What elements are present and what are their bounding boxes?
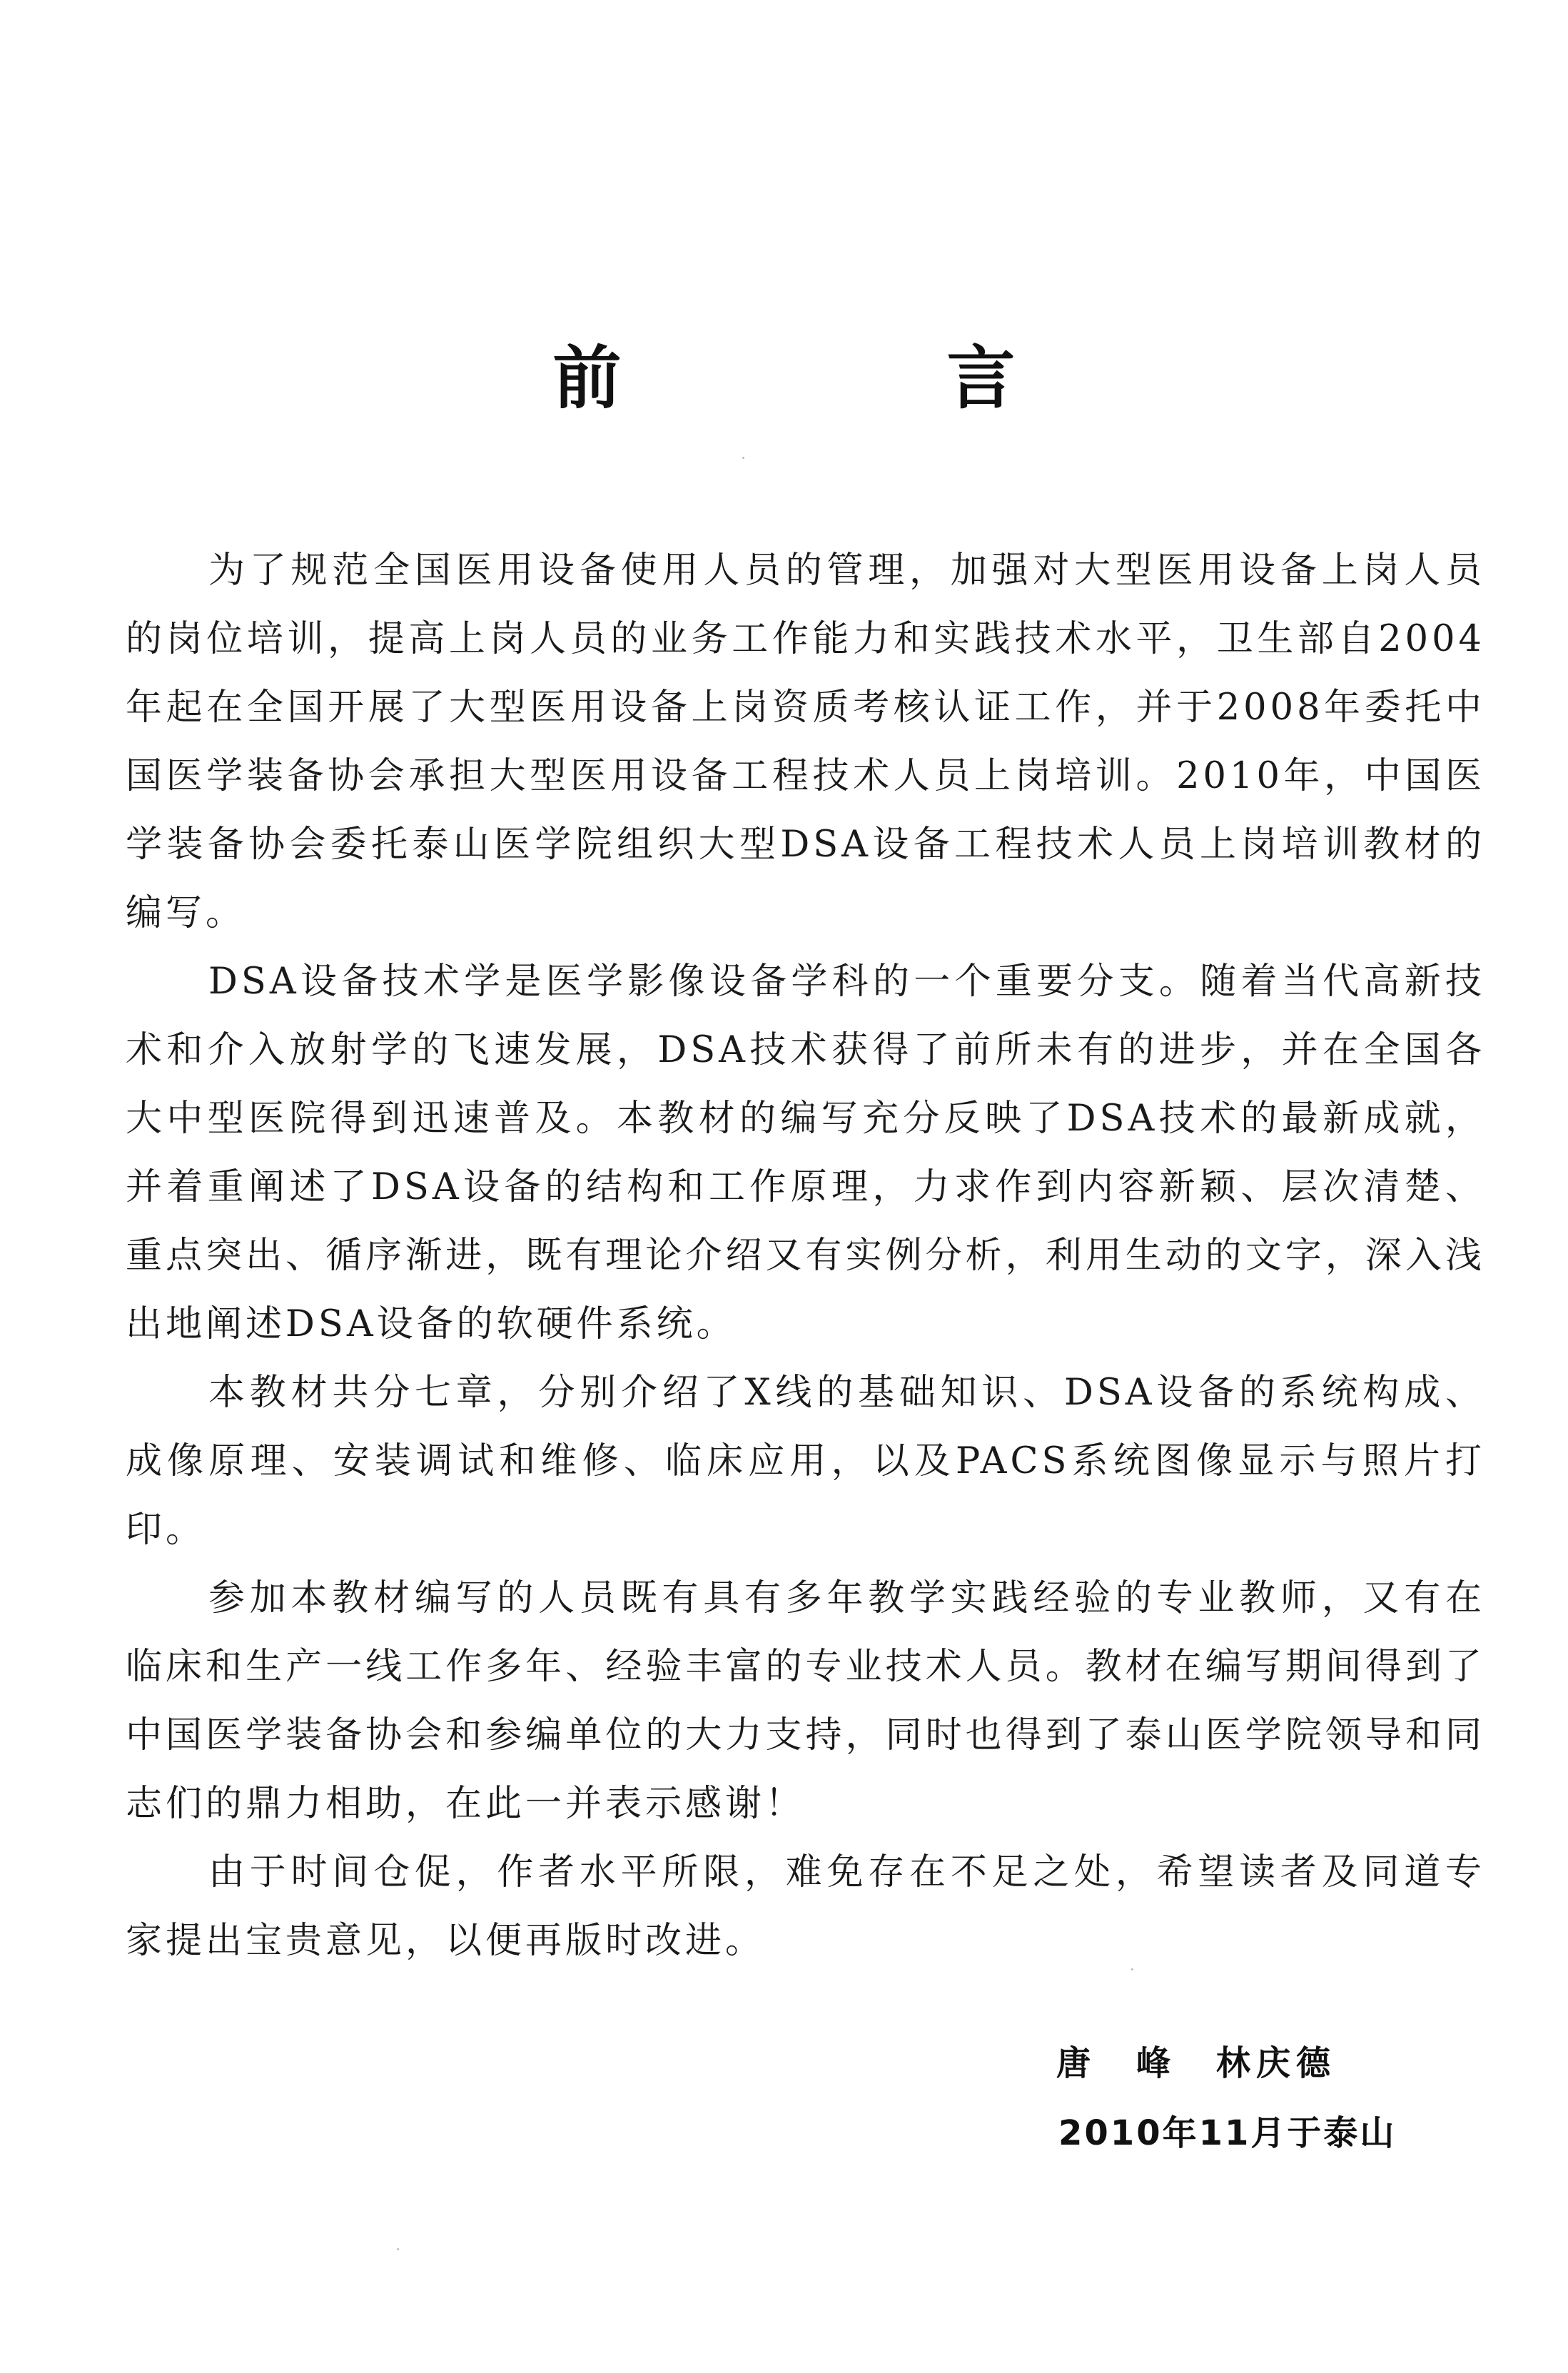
preface-body bbox=[126, 537, 1485, 1975]
paragraph: 由于时间仓促，作者水平所限，难免存在不足之处，希望读者及同道专家提出宝贵意见，以便再版时改进。 bbox=[126, 1851, 1485, 1962]
paragraph: 本教材共分七章，分别介绍了X线的基础知识、DSA设备的系统构成、成像原理、安装调试和维修、临床应用，以及PACS系统图像显示与照片打印。 bbox=[126, 1372, 1485, 1551]
scan-speck bbox=[397, 2248, 399, 2250]
author-signature: 唐 峰 林庆德 bbox=[1056, 2043, 1337, 2083]
scan-speck bbox=[1131, 1968, 1133, 1970]
scan-speck bbox=[742, 457, 744, 459]
page-title: 前 言 bbox=[552, 338, 1144, 419]
paragraph: 为了规范全国医用设备使用人员的管理，加强对大型医用设备上岗人员的岗位培训，提高上岗人员的业务工作能力和实践技术水平，卫生部自2004年起在全国开展了大型医用设备上岗资质考核认证工作，并于2008年委托中国医学装备协会承担大型医用设备工程技术人员上岗培训。2010年，中国医学装备协会委托泰山医学院组织大型DSA设备工程技术人员上岗培训教材的编写。 bbox=[126, 550, 1485, 934]
signature-date-place: 2010年11月于泰山 bbox=[1058, 2113, 1397, 2153]
paragraph: DSA设备技术学是医学影像设备学科的一个重要分支。随着当代高新技术和介入放射学的飞速发展，DSA技术获得了前所未有的进步，并在全国各大中型医院得到迅速普及。本教材的编写充分反映了DSA技术的最新成就，并着重阐述了DSA设备的结构和工作原理，力求作到内容新颖、层次清楚、重点突出、循序渐进，既有理论介绍又有实例分析，利用生动的文字，深入浅出地阐述DSA设备的软硬件系统。 bbox=[126, 961, 1485, 1345]
paragraph: 参加本教材编写的人员既有具有多年教学实践经验的专业教师，又有在临床和生产一线工作多年、经验丰富的专业技术人员。教材在编写期间得到了中国医学装备协会和参编单位的大力支持，同时也得到了泰山医学院领导和同志们的鼎力相助，在此一并表示感谢！ bbox=[126, 1577, 1485, 1825]
